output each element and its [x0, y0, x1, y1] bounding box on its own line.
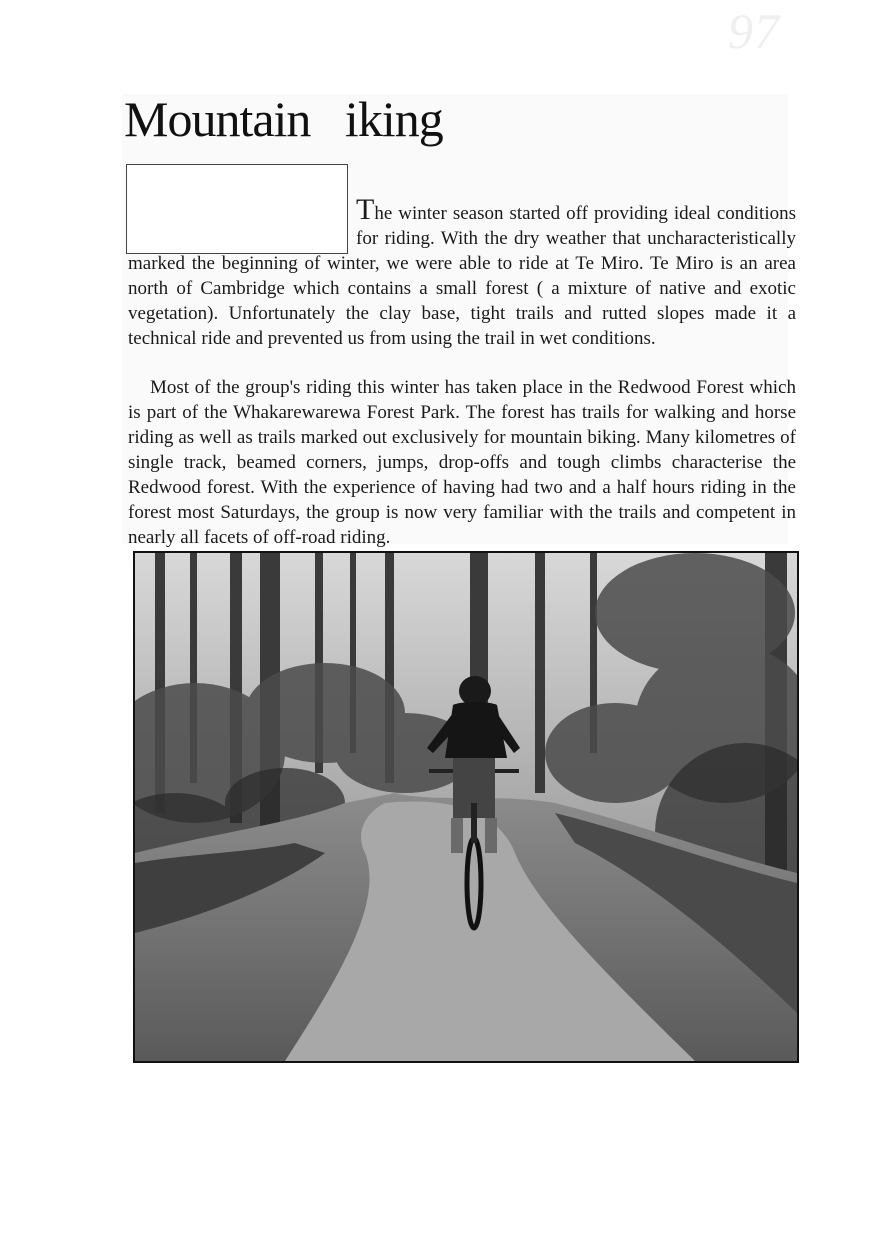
article-body	[128, 193, 796, 550]
article-title: Mountain iking	[124, 91, 443, 147]
forest-trail-illustration	[135, 553, 797, 1061]
helmet-icon	[459, 676, 491, 706]
paragraph-2: Most of the group's riding this winter has taken place in the Redwood Forest which is part of the Whakarewarewa Forest Park. The forest has trails for walking and horse riding as well as trails marked out exclusively for mountain biking. Many kilometres of single track, beamed corners, jumps, drop-offs and tough climbs characterise the Redwood forest. With the experience of having had two and a half hours riding in the forest most Saturdays, the group is now very familiar with the trails and competent in nearly all facets of off-road riding.	[128, 377, 796, 548]
placeholder-wrap-spacer	[128, 200, 356, 250]
mountain-bike-photo	[133, 551, 799, 1063]
page-number: 97	[728, 3, 780, 59]
drop-cap: T	[356, 193, 375, 226]
paragraph-1-text: he winter season started off providing ideal conditions for riding. With the dry weather that uncharacteristically marked the beginning of winter, we were able to ride at Te Miro. Te Miro is an area north of Cambridge which contains a small forest ( a mixture of native and exotic vegetation). Unfortunately the clay base, tight trails and rutted slopes made it a technical ride and prevented us from using the trail in wet conditions.	[128, 203, 796, 349]
